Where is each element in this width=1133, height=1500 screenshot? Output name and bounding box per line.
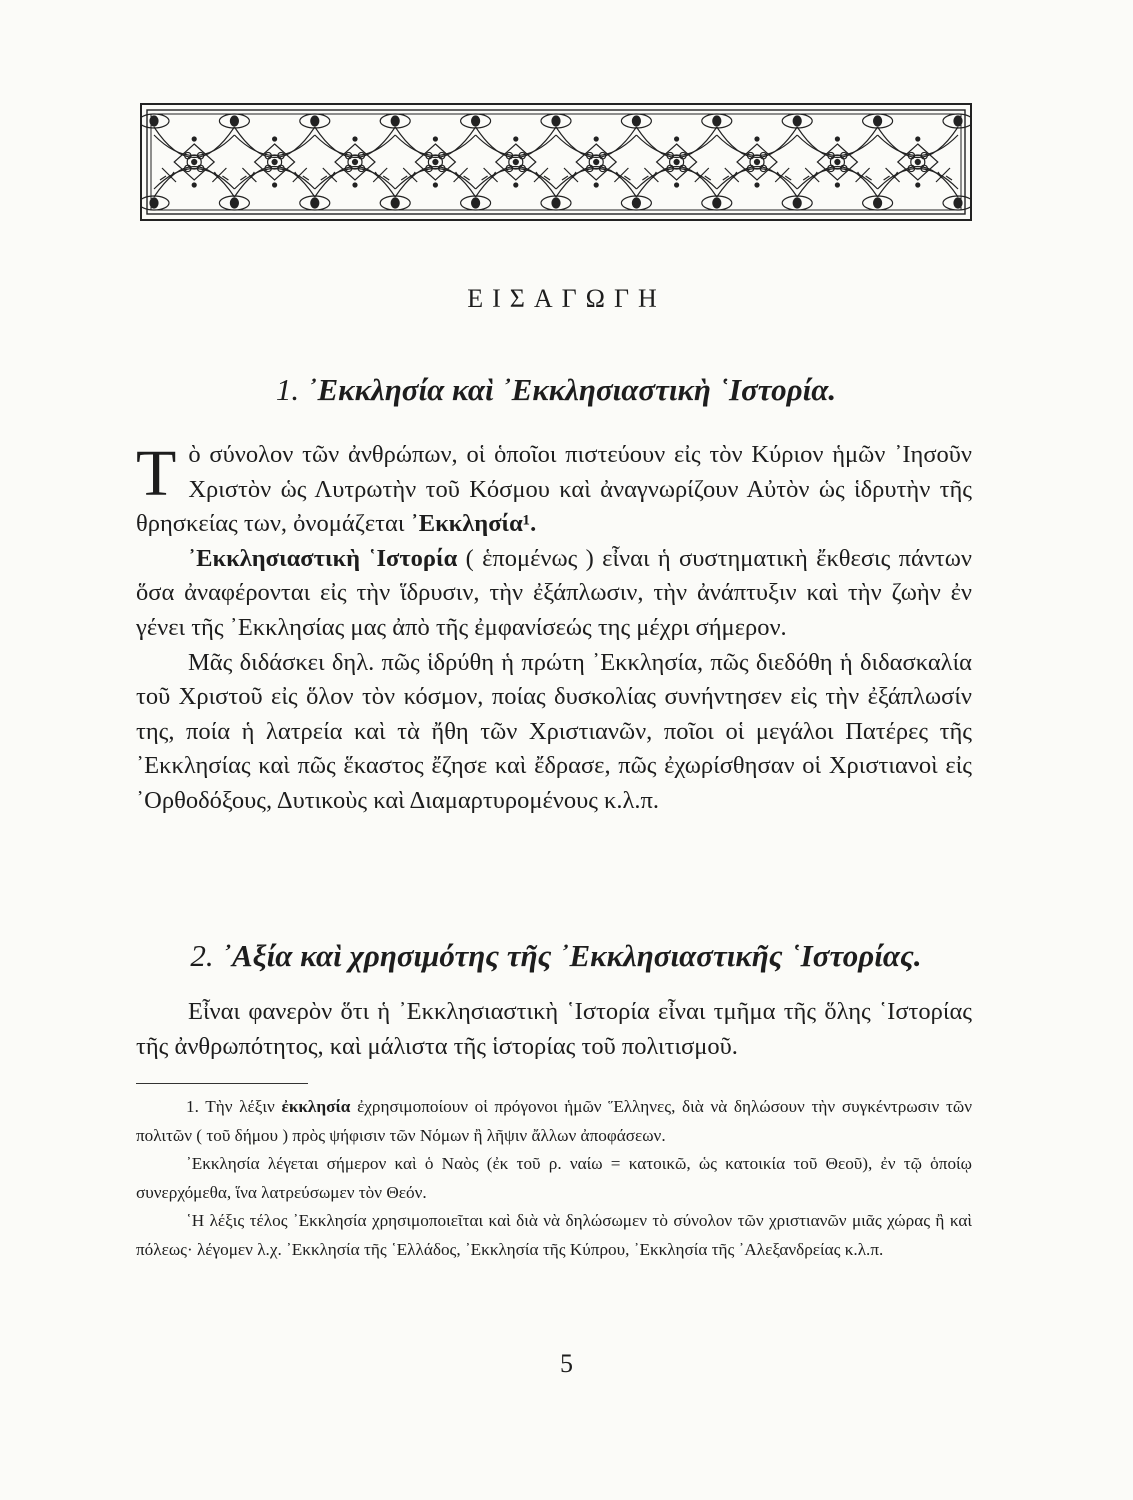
footnote-1-rest: ἐχρησιμοποίουν οἱ πρόγονοι ἡμῶν Ἕλληνες, διὰ νὰ δηλώσουν τὴν συγκέντρωσιν τῶν πολιτῶν ( τοῦ δήμου ) πρὸς ψήφισιν τῶν Νόμων ἢ λῆψιν ἄλλων ἀποφάσεων.: [136, 1097, 972, 1145]
footnote-2: ᾿Εκκλησία λέγεται σήμερον καὶ ὁ Ναὸς (ἐκ τοῦ ρ. ναίω = κατοικῶ, ὡς κατοικία τοῦ Θεοῦ), ἐν τῷ ὁποίῳ συνερχόμεθα, ἵνα λατρεύσωμεν τὸν Θεόν.: [136, 1154, 972, 1202]
body-text-section-1: [136, 438, 972, 819]
footnotes: [136, 1093, 972, 1265]
paragraph-1-text: ὸ σύνολον τῶν ἀνθρώπων, οἱ ὁποῖοι πιστεύουν εἰς τὸν Κύριον ἡμῶν ᾿Ιησοῦν Χριστὸν ὡς Λυτρωτὴν τοῦ Κόσμου καὶ ἀναγνωρίζουν Αὐτὸν ὡς ἱδρυτὴν τῆς θρησκείας των, ὀνομάζεται: [136, 441, 972, 538]
paragraph-1: [136, 438, 972, 542]
section-heading-2: [136, 938, 976, 974]
footnote-3: ῾Η λέξις τέλος ᾿Εκκλησία χρησιμοποιεῖται καὶ διὰ νὰ δηλώσωμεν τὸ σύνολον τῶν χριστιανῶν μιᾶς χώρας ἢ καὶ πόλεως· λέγομεν λ.χ. ᾿Εκκλησία τῆς ῾Ελλάδος, ᾿Εκκλησία τῆς Κύπρου, ᾿Εκκλησία τῆς ᾿Αλεξανδρείας κ.λ.π.: [136, 1211, 972, 1259]
footnote-1: [136, 1093, 972, 1150]
body-text-section-2: [136, 995, 972, 1064]
section-number: 1.: [275, 372, 300, 407]
paragraph-2: [136, 542, 972, 646]
section-heading-1: [136, 372, 976, 408]
section-heading-text: ᾿Αξία καὶ χρησιμότης τῆς ᾿Εκκλησιαστικῆς ῾Ιστορίας.: [221, 938, 922, 973]
footnote-divider: [136, 1083, 308, 1084]
paragraph-3: Μᾶς διδάσκει δηλ. πῶς ἱδρύθη ἡ πρώτη ᾿Εκκλησία, πῶς διεδόθη ἡ διδασκαλία τοῦ Χριστοῦ εἰς ὅλον τὸν κόσμον, ποίας δυσκολίας συνήντησεν εἰς τὴν ἐξάπλωσίν της, ποία ἡ λατρεία καὶ τὰ ἤθη τῶν Χριστιανῶν, ποῖοι οἱ μεγάλοι Πατέρες τῆς ᾿Εκκλησίας καὶ πῶς ἕκαστος ἔζησε καὶ ἔδρασε, πῶς ἐχωρίσθησαν οἱ Χριστιανοὶ εἰς ᾿Ορθοδόξους, Δυτικοὺς καὶ Διαμαρτυρομένους κ.λ.π.: [136, 648, 972, 814]
section-number: 2.: [190, 938, 214, 973]
paragraph-4: Εἶναι φανερὸν ὅτι ἡ ᾿Εκκλησιαστικὴ ῾Ιστορία εἶναι τμῆμα τῆς ὅλης ῾Ιστορίας τῆς ἀνθρωπότητος, καὶ μάλιστα τῆς ἱστορίας τοῦ πολιτισμοῦ.: [136, 998, 972, 1060]
page-number: 5: [560, 1349, 573, 1378]
section-heading-text: ᾿Εκκλησία καὶ ᾿Εκκλησιαστικὴ ῾Ιστορία.: [307, 372, 837, 407]
footnote-term: ἐκκλησία: [281, 1097, 351, 1116]
paragraph-2-text: ( ἑπομένως ) εἶναι ἡ συστηματικὴ ἔκθεσις πάντων ὅσα ἀναφέρονται εἰς τὴν ἵδρυσιν, τὴν ἐξάπλωσιν, τὴν ἀνάπτυξιν καὶ τὴν ζωὴν ἐν γένει τῆς ᾿Εκκλησίας μας ἀπὸ τῆς ἐμφανίσεώς της μέχρι σήμερον.: [136, 544, 972, 641]
term-ekklisia: ᾿Εκκλησία¹.: [410, 510, 537, 538]
ornamental-header-band: [140, 103, 972, 221]
drop-cap: Τ: [136, 437, 177, 510]
footnote-1-lead: 1. Τὴν λέξιν: [186, 1097, 282, 1116]
page-title: ΕΙΣΑΓΩΓΗ: [467, 284, 666, 313]
ornament-pattern-icon: [140, 103, 972, 221]
term-ekklisiastiki-istoria: ᾿Εκκλησιαστικὴ ῾Ιστορία: [188, 544, 458, 572]
